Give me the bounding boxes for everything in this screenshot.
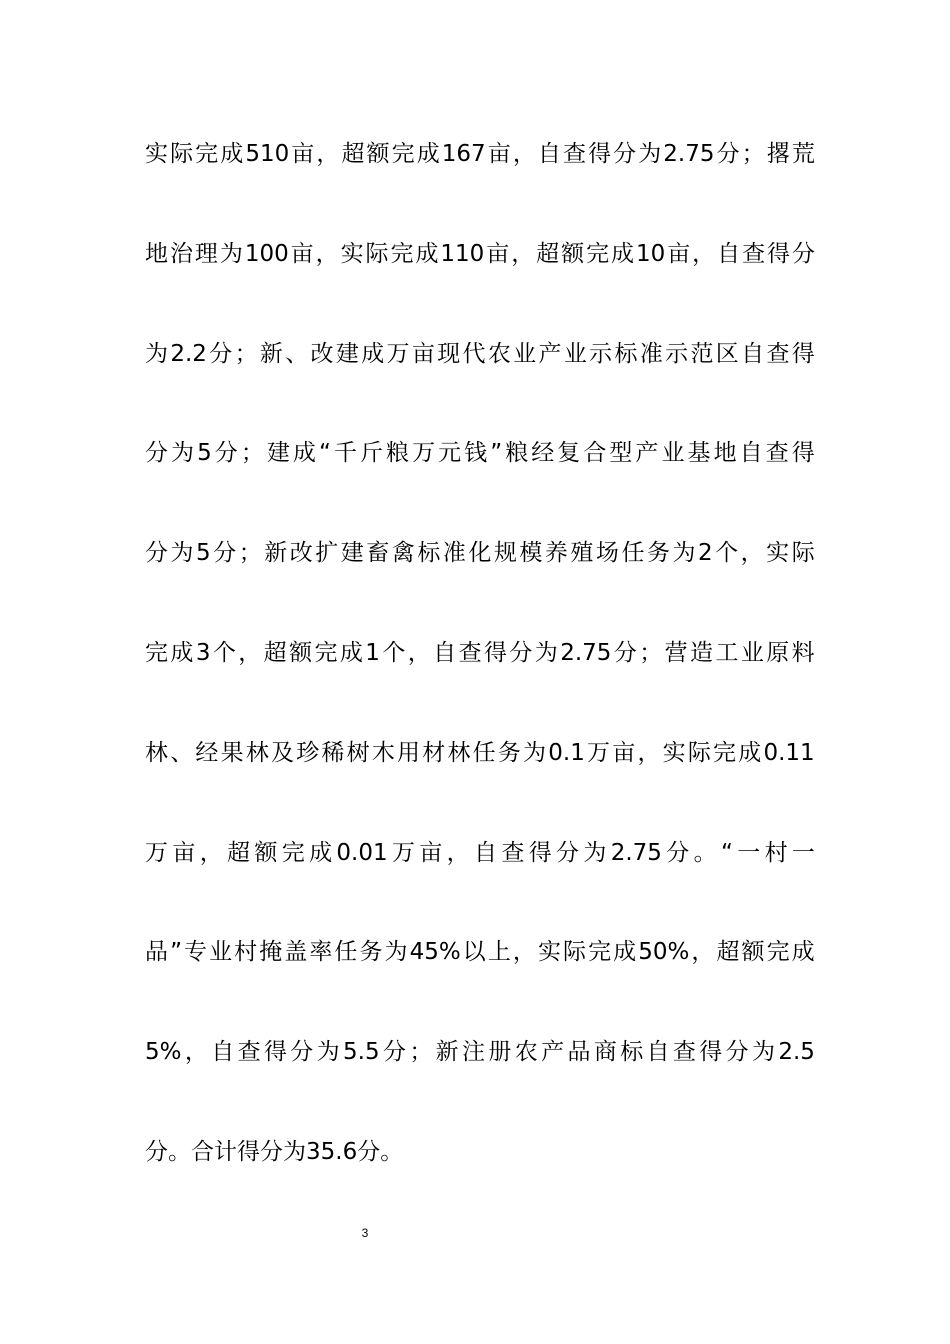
text-line-8: 万 亩 ， 超 额 完 成 0.01 万 亩 ， 自 查 得 分 为 2.75 分 。 “ 一 村 一 <box>145 839 815 866</box>
text-line-5: 分 为 5 分 ； 新 改 扩 建 畜 禽 标 准 化 规 模 养 殖 场 任 务 为 2 个 ， 实 际 <box>145 540 815 567</box>
body-text <box>145 128 815 1226</box>
text-line-10: 5% ， 自 查 得 分 为 5.5 分 ； 新 注 册 农 产 品 商 标 自 查 得 分 为 2.5 <box>145 1039 815 1066</box>
text-line-6: 完 成 3 个 ， 超 额 完 成 1 个 ， 自 查 得 分 为 2.75 分 ； 营 造 工 业 原 料 <box>145 639 815 666</box>
text-line-2: 地 治 理 为 100 亩 ， 实 际 完 成 110 亩 ， 超 额 完 成 10 亩 ， 自 查 得 分 <box>145 240 815 267</box>
text-line-3: 为 2.2 分 ； 新 、 改 建 成 万 亩 现 代 农 业 产 业 示 标 准 示 范 区 自 查 得 <box>145 340 815 367</box>
text-line-9: 品 ” 专 业 村 掩 盖 率 任 务 为 45% 以 上 ， 实 际 完 成 50% ， 超 额 完 成 <box>145 939 815 966</box>
page-number: 3 <box>361 1226 369 1240</box>
text-line-7: 林 、 经 果 林 及 珍 稀 树 木 用 材 林 任 务 为 0.1 万 亩 ， 实 际 完 成 0.11 <box>145 739 815 766</box>
text-line-1: 实 际 完 成 510 亩 ， 超 额 完 成 167 亩 ， 自 查 得 分 为 2.75 分 ； 撂 荒 <box>145 141 815 167</box>
text-line-4: 分 为 5 分 ； 建 成 “ 千 斤 粮 万 元 钱 ” 粮 经 复 合 型 产 业 基 地 自 查 得 <box>145 440 815 467</box>
text-line-11: 分。合计得分为35.6分。 <box>145 1138 404 1165</box>
